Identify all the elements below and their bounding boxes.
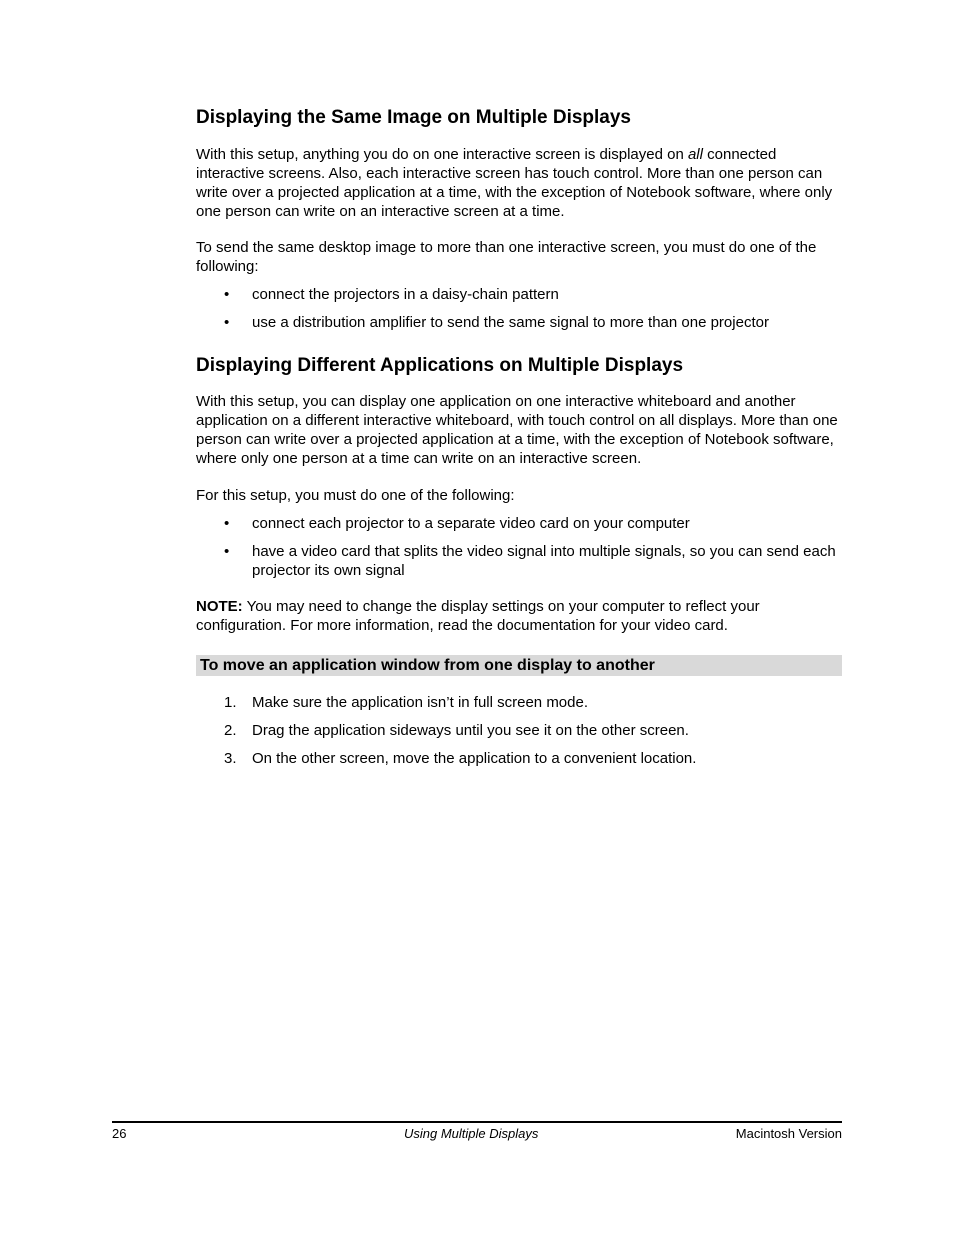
footer-rule: [112, 1121, 842, 1123]
paragraph-text: connected interactive screens. Also, each interactive screen has touch control. More than one person can write over a projected application at a time, with the exception of Notebook software, where only one person can write on an interactive screen at a time.: [196, 146, 833, 220]
footer-version: Macintosh Version: [735, 1126, 842, 1141]
step-text: On the other screen, move the application to a convenient location.: [252, 750, 697, 767]
step-text: Make sure the application isn’t in full screen mode.: [252, 694, 589, 711]
list-item-text: use a distribution amplifier to send the same signal to more than one projector: [252, 314, 769, 331]
note-paragraph: [196, 597, 842, 635]
paragraph-different-apps-intro: With this setup, you can display one application on one interactive whiteboard and another application on a different interactive whiteboard, with touch control on all displays. More than one person can write over a projected application at a time, with the exception of Notebook software, where only one person at a time can write on an interactive screen.: [196, 393, 838, 467]
bullet-mark: •: [224, 286, 230, 303]
procedure-heading-bar: [196, 655, 842, 676]
paragraph-same-image-intro: [196, 145, 842, 221]
bullet-mark: •: [224, 515, 230, 532]
section-heading-same-image: Displaying the Same Image on Multiple Displays: [196, 107, 631, 128]
bullet-mark: •: [224, 543, 230, 560]
step-number: 1.: [224, 694, 237, 711]
step-number: 2.: [224, 722, 237, 739]
paragraph-setup-requirement: For this setup, you must do one of the following:: [196, 487, 515, 504]
section-heading-different-apps: Displaying Different Applications on Multiple Displays: [196, 355, 684, 376]
bullet-mark: •: [224, 314, 230, 331]
list-item-text: connect each projector to a separate video card on your computer: [252, 515, 690, 532]
footer-chapter-title: Using Multiple Displays: [404, 1126, 539, 1141]
step-number: 3.: [224, 750, 237, 767]
emphasis-text: all: [687, 146, 703, 163]
note-text: You may need to change the display settings on your computer to reflect your configuration. For more information, read the documentation for your video card.: [196, 598, 760, 634]
step-text: Drag the application sideways until you see it on the other screen.: [252, 722, 689, 739]
footer-page-number: 26: [112, 1126, 127, 1141]
list-item-text: have a video card that splits the video signal into multiple signals, so you can send each projector its own signal: [252, 543, 836, 579]
procedure-heading: To move an application window from one display to another: [200, 657, 655, 674]
list-item-text: connect the projectors in a daisy-chain pattern: [252, 286, 559, 303]
note-label: NOTE:: [196, 598, 243, 615]
paragraph-send-same-image: To send the same desktop image to more than one interactive screen, you must do one of the following:: [196, 239, 817, 275]
paragraph-text: With this setup, anything you do on one interactive screen is displayed on: [196, 146, 688, 163]
